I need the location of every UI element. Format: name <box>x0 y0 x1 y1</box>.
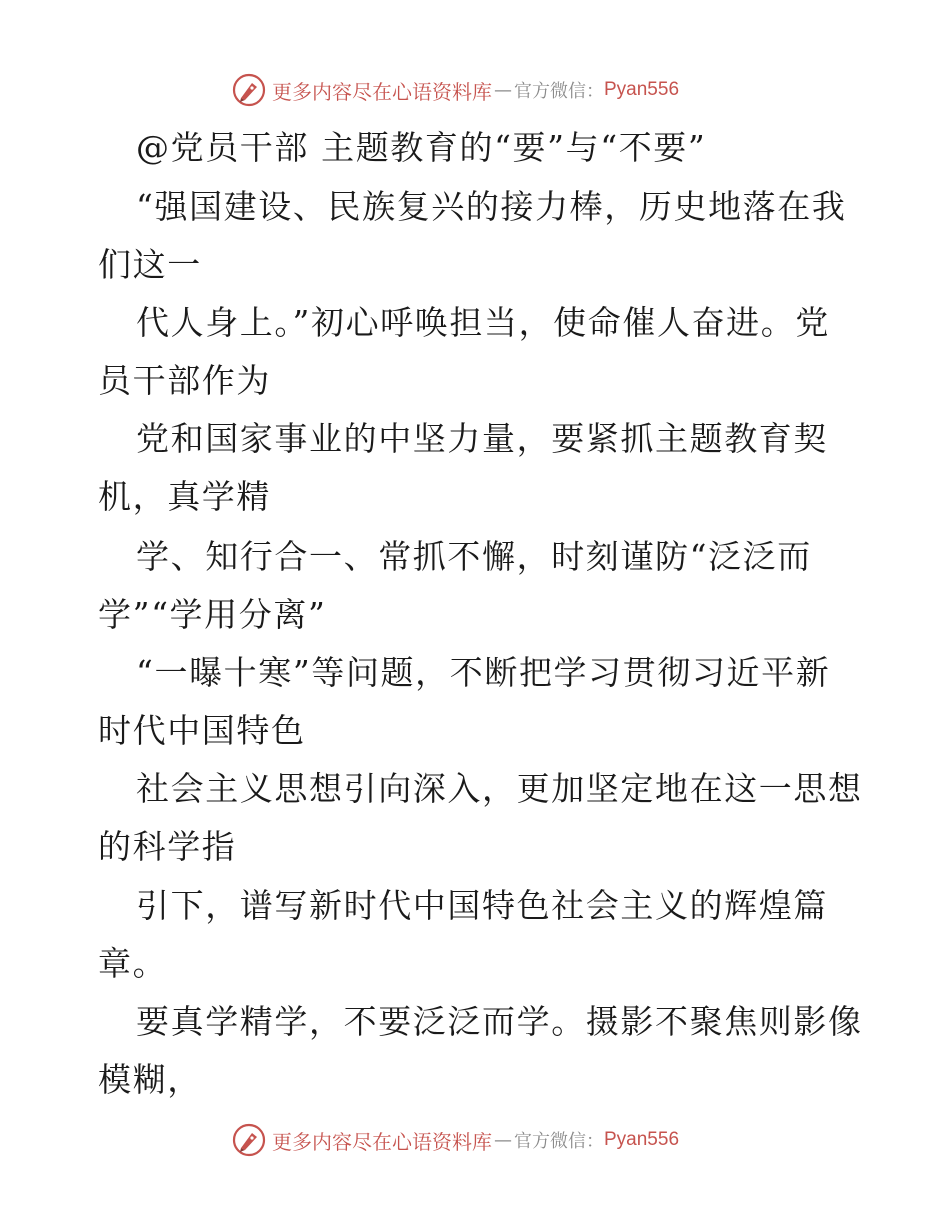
text-line: 学”“学用分离” <box>98 595 327 634</box>
text-line: 的科学指 <box>98 827 237 866</box>
watermark-site-text: 更多内容尽在心语资料库 <box>272 1129 492 1154</box>
watermark-wechat-id: Pyan556 <box>604 79 680 100</box>
text-line: “一曝十寒”等问题，不断把学习贯彻习近平新 <box>136 653 831 692</box>
watermark-dash: — <box>494 79 512 101</box>
text-line: 章。 <box>98 944 168 983</box>
text-line: 党和国家事业的中坚力量，要紧抓主题教育契 <box>136 419 828 458</box>
watermark-dash: — <box>494 1129 512 1151</box>
text-line: 模糊， <box>98 1060 202 1099</box>
document-title: @党员干部 主题教育的“要”与“不要” <box>136 128 707 167</box>
text-line: 时代中国特色 <box>98 711 306 750</box>
text-line: 学、知行合一、常抓不懈，时刻谨防“泛泛而 <box>136 537 812 576</box>
text-line: 员干部作为 <box>98 361 271 400</box>
watermark-site-text: 更多内容尽在心语资料库 <box>272 79 492 104</box>
text-line: 要真学精学，不要泛泛而学。摄影不聚焦则影像 <box>136 1002 863 1041</box>
watermark-wechat-label: 官方微信： <box>514 1131 604 1152</box>
pen-nib-logo-icon <box>232 73 266 107</box>
text-line: 机，真学精 <box>98 477 271 516</box>
text-line: 代人身上。”初心呼唤担当，使命催人奋进。党 <box>136 303 830 342</box>
pen-nib-logo-icon <box>232 1123 266 1157</box>
text-line: 引下，谱写新时代中国特色社会主义的辉煌篇 <box>136 886 828 925</box>
text-line: 们这一 <box>98 245 202 284</box>
watermark-wechat-label: 官方微信： <box>514 81 604 102</box>
watermark-wechat-id: Pyan556 <box>604 1129 680 1150</box>
header-watermark <box>232 72 679 108</box>
text-line: “强国建设、民族复兴的接力棒，历史地落在我 <box>136 187 847 226</box>
text-line: 社会主义思想引向深入，更加坚定地在这一思想 <box>136 769 863 808</box>
footer-watermark <box>232 1122 679 1158</box>
